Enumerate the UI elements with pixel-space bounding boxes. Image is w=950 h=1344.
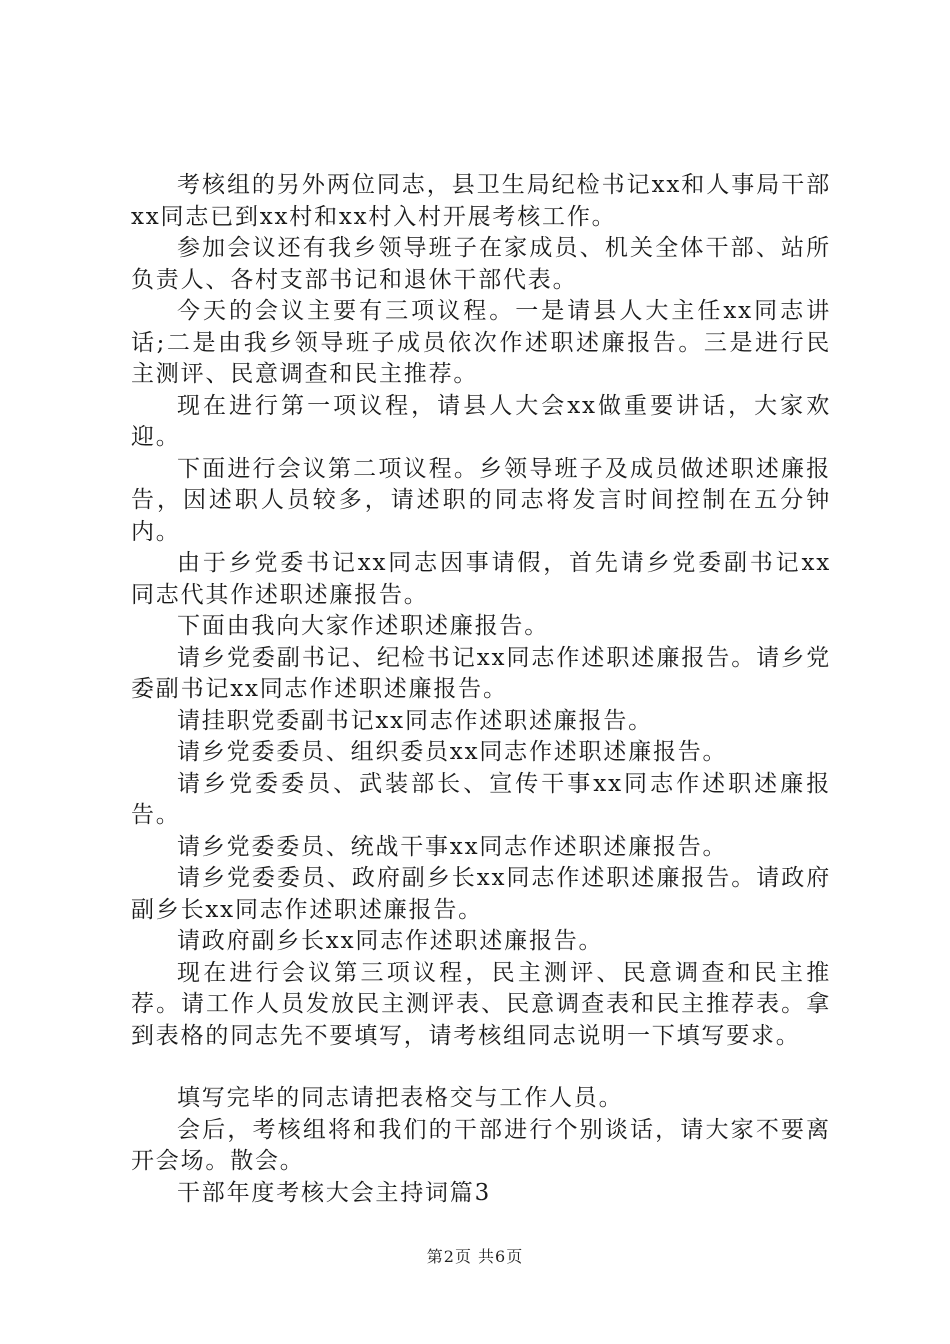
paragraph: 由于乡党委书记xx同志因事请假，首先请乡党委副书记xx同志代其作述职述廉报告。 bbox=[131, 550, 831, 608]
paragraph: 下面进行会议第二项议程。乡领导班子及成员做述职述廉报告，因述职人员较多，请述职的同志将发言时间控制在五分钟内。 bbox=[131, 455, 831, 545]
paragraph: 请乡党委委员、政府副乡长xx同志作述职述廉报告。请政府副乡长xx同志作述职述廉报告。 bbox=[131, 865, 831, 923]
paragraph: 请乡党委副书记、纪检书记xx同志作述职述廉报告。请乡党委副书记xx同志作述职述廉报告。 bbox=[131, 644, 831, 702]
paragraph: 下面由我向大家作述职述廉报告。 bbox=[177, 613, 549, 639]
paragraph: 请挂职党委副书记xx同志作述职述廉报告。 bbox=[177, 707, 653, 734]
paragraph: 请乡党委委员、武装部长、宣传干事xx同志作述职述廉报告。 bbox=[131, 770, 831, 828]
paragraph: 请乡党委委员、组织委员xx同志作述职述廉报告。 bbox=[177, 739, 728, 765]
paragraph: 参加会议还有我乡领导班子在家成员、机关全体干部、站所负责人、各村支部书记和退休干部代表。 bbox=[131, 235, 831, 293]
paragraph: 今天的会议主要有三项议程。一是请县人大主任xx同志讲话;二是由我乡领导班子成员依次作述职述廉报告。三是进行民主测评、民意调查和民主推荐。 bbox=[131, 298, 831, 387]
section-heading: 干部年度考核大会主持词篇3 bbox=[177, 1179, 492, 1206]
paragraph: 现在进行第一项议程，请县人大会xx做重要讲话，大家欢迎。 bbox=[131, 392, 831, 450]
document-body bbox=[131, 170, 831, 1209]
paragraph: 考核组的另外两位同志，县卫生局纪检书记xx和人事局干部xx同志已到xx村和xx村入村开展考核工作。 bbox=[131, 172, 831, 230]
paragraph: 会后，考核组将和我们的干部进行个别谈话，请大家不要离开会场。散会。 bbox=[131, 1116, 831, 1174]
page-number-footer: 第2页 共6页 bbox=[426, 1247, 524, 1266]
paragraph: 请政府副乡长xx同志作述职述廉报告。 bbox=[177, 928, 604, 954]
paragraph: 请乡党委委员、统战干事xx同志作述职述廉报告。 bbox=[177, 833, 728, 860]
paragraph: 填写完毕的同志请把表格交与工作人员。 bbox=[177, 1085, 624, 1111]
paragraph: 现在进行会议第三项议程，民主测评、民意调查和民主推荐。请工作人员发放民主测评表、民意调查表和民主推荐表。拿到表格的同志先不要填写，请考核组同志说明一下填写要求。 bbox=[131, 959, 831, 1049]
